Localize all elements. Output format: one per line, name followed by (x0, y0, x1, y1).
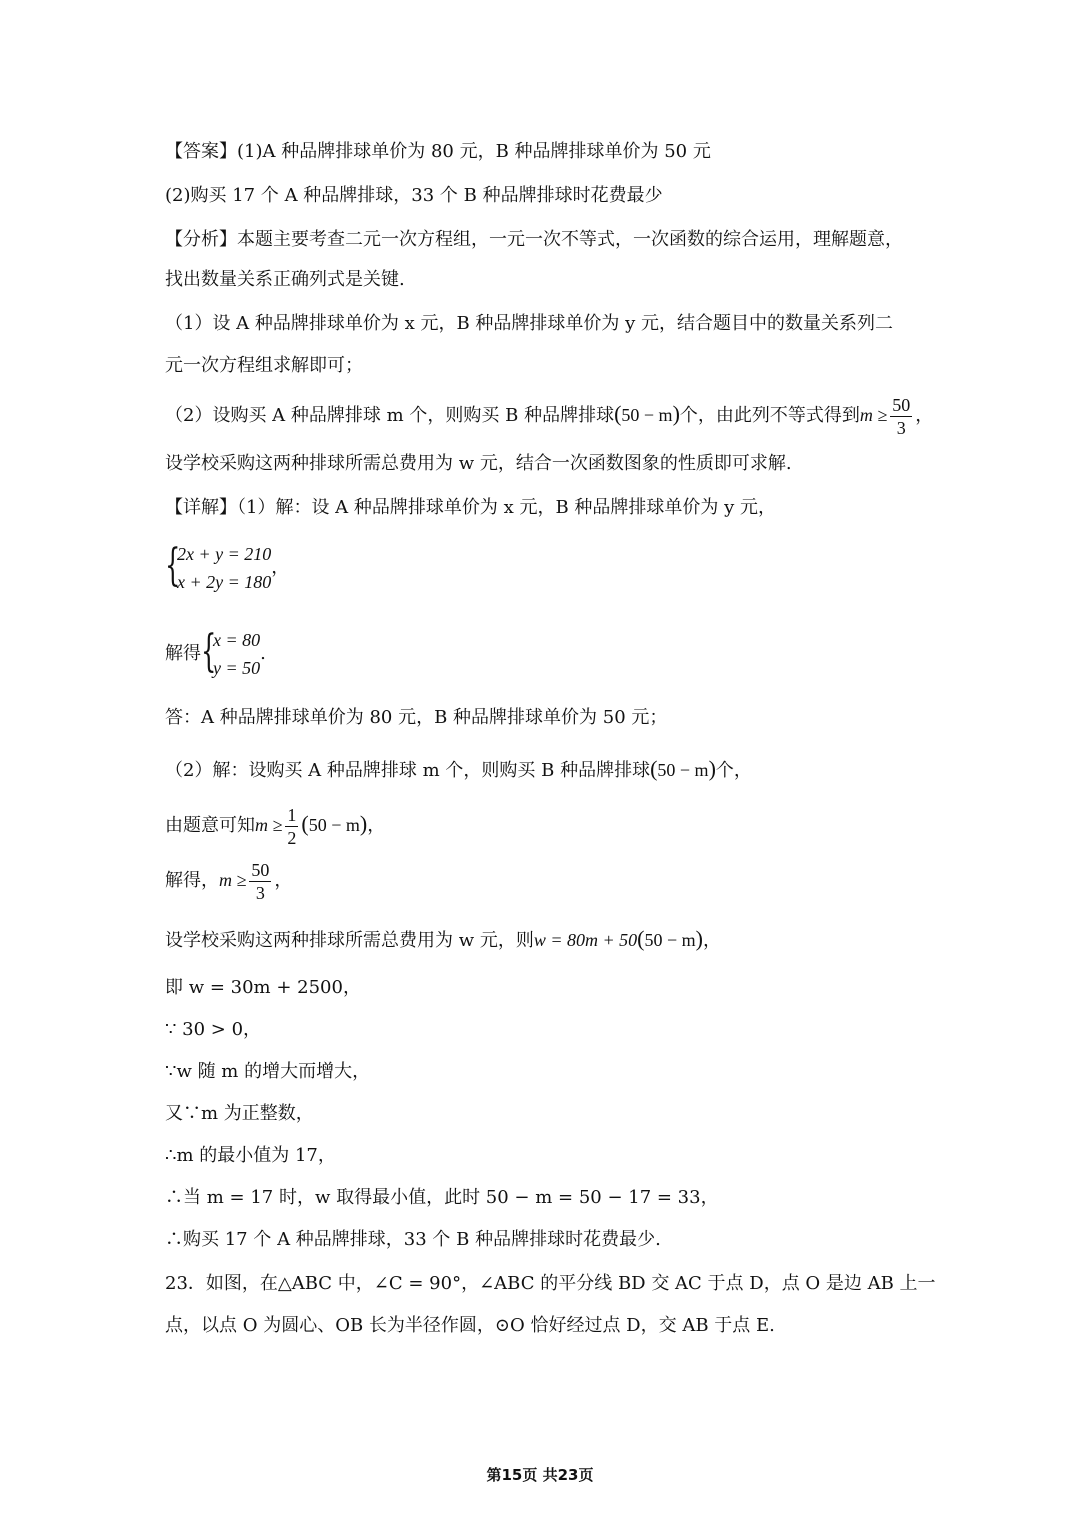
question-23-line-1: 23．如图，在△ABC 中，∠C = 90°，∠ABC 的平分线 BD 交 AC 于点 D，点 O 是边 AB 上一 (165, 1273, 936, 1294)
cost-paren-expr: 50 − m (644, 930, 696, 950)
left-brace-icon: { (165, 540, 181, 591)
analysis-part2-end: ， (915, 405, 934, 426)
answer-line-2: (2)购买 17 个 A 种品牌排球，33 个 B 种品牌排球时花费最少 (165, 185, 663, 206)
cost-pre: 设学校采购这两种排球所需总费用为 w 元，则 (165, 930, 534, 951)
solved-end: ， (274, 870, 293, 891)
equation-system (165, 540, 289, 596)
answer-line-1 (165, 140, 711, 164)
inequality-paren-expr: 50 − m (308, 815, 360, 835)
detail-intro-line (165, 496, 776, 520)
therefore-line-3: ∴购买 17 个 A 种品牌排球，33 个 B 种品牌排球时花费最少. (165, 1229, 661, 1250)
solved-pre: 解得， (165, 870, 219, 891)
left-paren: ( (650, 756, 658, 781)
detail-label: 【详解】 (165, 497, 237, 518)
right-paren: ) (359, 811, 368, 836)
solve-label: 解得 (165, 643, 201, 664)
detail-intro-text: （1）解：设 A 种品牌排球单价为 x 元，B 种品牌排球单价为 y 元， (237, 497, 777, 518)
detail-part2-line (165, 754, 752, 786)
simplified-line: 即 w = 30m + 2500， (165, 977, 361, 998)
inequality-pre: 由题意可知 (165, 815, 255, 836)
inequality-lhs: m ≥ (255, 815, 283, 835)
analysis-part2-line-1 (165, 390, 933, 440)
because-line-1: ∵ 30 > 0， (165, 1019, 262, 1040)
fraction-numerator: 1 (287, 804, 297, 825)
answer-label: 【答案】 (165, 141, 237, 162)
fraction-denominator: 3 (896, 417, 906, 438)
fraction-50-over-3 (890, 394, 912, 439)
therefore-line-1: ∴m 的最小值为 17， (165, 1145, 336, 1166)
solution-end: . (260, 643, 266, 664)
solution-system (165, 626, 266, 682)
analysis-part2-paren-expr: 50 − m (621, 405, 673, 425)
detail-part2-paren-expr: 50 − m (657, 760, 709, 780)
equation-system-brace-group (165, 540, 271, 596)
fraction-denominator: 3 (255, 882, 265, 903)
solution-brace-group (201, 626, 260, 682)
equation-2: x + 2y = 180 (177, 572, 272, 592)
solved-lhs: m ≥ (219, 870, 247, 890)
analysis-line-2: 找出数量关系正确列式是关键. (165, 269, 405, 290)
analysis-label: 【分析】 (165, 229, 237, 250)
left-paren: ( (301, 811, 309, 836)
question-23-line-2: 点，以点 O 为圆心、OB 长为半径作圆，⊙O 恰好经过点 D，交 AB 于点 E. (165, 1315, 775, 1336)
inequality-end: ， (367, 815, 386, 836)
analysis-text-1: 本题主要考查二元一次方程组，一元一次不等式，一次函数的综合运用，理解题意， (237, 229, 903, 250)
right-paren: ) (708, 756, 716, 781)
analysis-part1-line-2: 元一次方程组求解即可； (165, 355, 363, 376)
detail-part2-pre: （2）解：设购买 A 种品牌排球 m 个，则购买 B 种品牌排球 (165, 760, 651, 781)
analysis-part2-text-pre: （2）设购买 A 种品牌排球 m 个，则购买 B 种品牌排球 (165, 405, 615, 426)
inequality-line (165, 800, 385, 850)
page-footer: 第15页 共23页 (486, 1466, 594, 1484)
detail-part2-end: 个， (715, 760, 752, 781)
left-brace-icon: { (201, 626, 217, 677)
analysis-part2-ineq: m ≥ (859, 405, 888, 425)
answer-part1-line: 答：A 种品牌排球单价为 80 元，B 种品牌排球单价为 50 元； (165, 707, 668, 728)
fraction-50-over-3 (249, 859, 271, 904)
analysis-part1-line-1: （1）设 A 种品牌排球单价为 x 元，B 种品牌排球单价为 y 元，结合题目中的数量关系列二 (165, 313, 894, 334)
equation-end: ， (271, 557, 290, 578)
cost-line (165, 924, 721, 956)
analysis-part2-line-2: 设学校采购这两种排球所需总费用为 w 元，结合一次函数图象的性质即可求解. (165, 453, 792, 474)
right-paren: ) (672, 401, 680, 426)
fraction-numerator: 50 (251, 859, 270, 880)
because-line-2: ∵w 随 m 的增大而增大， (165, 1061, 371, 1082)
fraction-1-over-2 (285, 804, 298, 849)
left-paren: ( (614, 401, 622, 426)
because-line-3: 又∵m 为正整数， (165, 1103, 314, 1124)
cost-equation: w = 80m + 50 (533, 930, 638, 950)
fraction-numerator: 50 (892, 394, 911, 415)
solution-x: x = 80 (213, 630, 261, 650)
right-paren: ) (695, 926, 703, 951)
analysis-line-1 (165, 228, 903, 252)
solution-y: y = 50 (213, 658, 261, 678)
solved-inequality-line (165, 856, 292, 905)
answer-text-1: (1)A 种品牌排球单价为 80 元，B 种品牌排球单价为 50 元 (237, 141, 711, 162)
left-paren: ( (637, 926, 645, 951)
fraction-denominator: 2 (287, 827, 297, 848)
analysis-part2-text-mid: 个，由此列不等式得到 (679, 405, 860, 426)
cost-end: ， (702, 930, 721, 951)
equation-1: 2x + y = 210 (177, 544, 272, 564)
therefore-line-2: ∴当 m = 17 时，w 取得最小值，此时 50 − m = 50 − 17 = 33， (165, 1187, 719, 1208)
